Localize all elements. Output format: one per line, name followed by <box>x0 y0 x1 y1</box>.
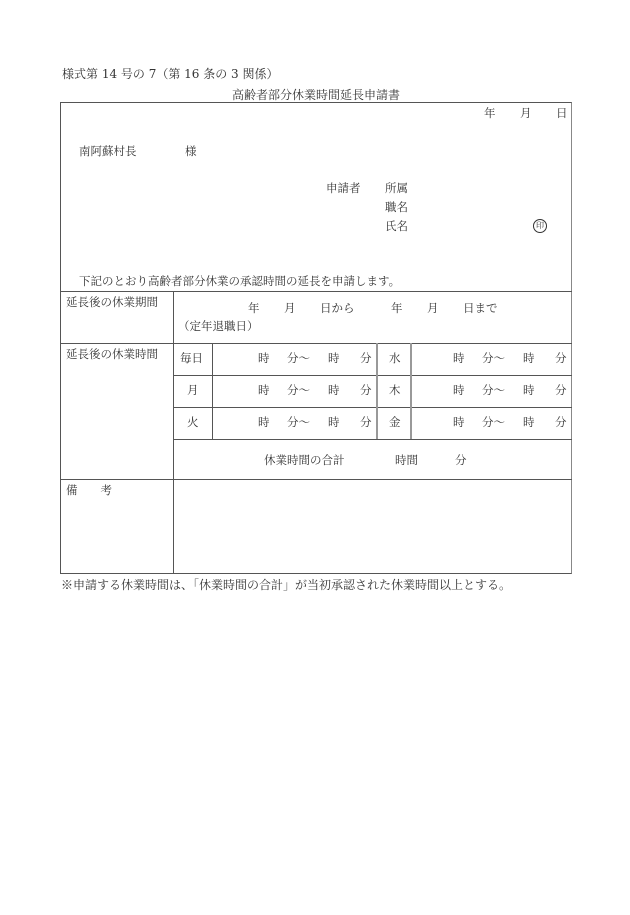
total-field[interactable] <box>176 441 570 477</box>
thursday-time-field[interactable] <box>413 377 570 405</box>
day-monday: 月 <box>187 383 199 397</box>
divider <box>173 439 572 440</box>
divider <box>60 343 572 344</box>
period-label: 延長後の休業期間 <box>66 295 158 309</box>
hour-label: 時 <box>453 383 465 397</box>
minute-from-label: 分～ <box>482 351 505 365</box>
name-label: 氏名 <box>385 219 408 233</box>
remarks-label: 備 考 <box>66 483 112 497</box>
intro-text: 下記のとおり高齢者部分休業の承認時間の延長を申請します。 <box>79 274 401 288</box>
total-hours-label: 時間 <box>395 453 418 467</box>
hour-label: 時 <box>523 351 535 365</box>
total-label: 休業時間の合計 <box>264 453 345 467</box>
form-title: 高齢者部分休業時間延長申請書 <box>232 88 401 102</box>
footnote: ※申請する休業時間は、「休業時間の合計」が当初承認された休業時間以上とする。 <box>61 578 512 592</box>
date-month-label: 月 <box>520 106 532 120</box>
hour-label: 時 <box>328 383 340 397</box>
day-wednesday: 水 <box>389 351 401 365</box>
affiliation-label: 所属 <box>385 181 408 195</box>
addressee-name: 南阿蘇村長 <box>79 144 137 158</box>
form-number: 様式第 14 号の 7（第 16 条の 3 関係） <box>62 67 279 81</box>
hour-label: 時 <box>328 415 340 429</box>
minute-label: 分 <box>555 415 567 429</box>
name-field[interactable] <box>412 218 522 234</box>
friday-time-field[interactable] <box>413 409 570 437</box>
divider <box>60 291 572 292</box>
hour-label: 時 <box>258 415 270 429</box>
seal-mark: 印 <box>533 219 547 233</box>
hour-label: 時 <box>258 383 270 397</box>
divider <box>173 407 572 408</box>
divider <box>376 343 378 439</box>
minute-from-label: 分～ <box>482 415 505 429</box>
minute-label: 分 <box>360 415 372 429</box>
minute-from-label: 分～ <box>287 383 310 397</box>
divider <box>60 479 572 480</box>
hour-label: 時 <box>328 351 340 365</box>
date-year-label: 年 <box>484 106 496 120</box>
hour-label: 時 <box>453 415 465 429</box>
day-thursday: 木 <box>389 383 401 397</box>
divider <box>173 291 174 574</box>
period-to-day: 日まで <box>463 301 498 315</box>
minute-label: 分 <box>360 383 372 397</box>
hours-label: 延長後の休業時間 <box>66 347 158 361</box>
day-everyday: 毎日 <box>180 351 203 365</box>
addressee-honorific: 様 <box>185 144 197 158</box>
minute-from-label: 分～ <box>287 351 310 365</box>
seal-icon <box>533 219 547 233</box>
divider <box>410 343 412 439</box>
hour-label: 時 <box>258 351 270 365</box>
period-from-day: 日から <box>320 301 355 315</box>
position-field[interactable] <box>412 199 552 215</box>
period-field[interactable] <box>176 294 570 340</box>
tuesday-time-field[interactable] <box>214 409 374 437</box>
minute-label: 分 <box>360 351 372 365</box>
everyday-time-field[interactable] <box>214 345 374 373</box>
period-from-year: 年 <box>248 301 260 315</box>
affiliation-field[interactable] <box>412 180 552 196</box>
minute-from-label: 分～ <box>482 383 505 397</box>
minute-from-label: 分～ <box>287 415 310 429</box>
date-field[interactable] <box>430 104 566 120</box>
wednesday-time-field[interactable] <box>413 345 570 373</box>
period-to-month: 月 <box>427 301 439 315</box>
hour-label: 時 <box>453 351 465 365</box>
day-friday: 金 <box>389 415 401 429</box>
period-from-month: 月 <box>284 301 296 315</box>
hour-label: 時 <box>523 383 535 397</box>
remarks-field[interactable] <box>176 481 570 572</box>
divider <box>173 375 572 376</box>
applicant-label: 申請者 <box>326 181 361 195</box>
minute-label: 分 <box>555 351 567 365</box>
monday-time-field[interactable] <box>214 377 374 405</box>
day-tuesday: 火 <box>187 415 199 429</box>
hour-label: 時 <box>523 415 535 429</box>
position-label: 職名 <box>385 200 408 214</box>
period-to-year: 年 <box>391 301 403 315</box>
minute-label: 分 <box>555 383 567 397</box>
total-minutes-label: 分 <box>455 453 467 467</box>
divider <box>212 343 213 439</box>
period-note: （定年退職日） <box>178 319 259 333</box>
date-day-label: 日 <box>556 106 568 120</box>
